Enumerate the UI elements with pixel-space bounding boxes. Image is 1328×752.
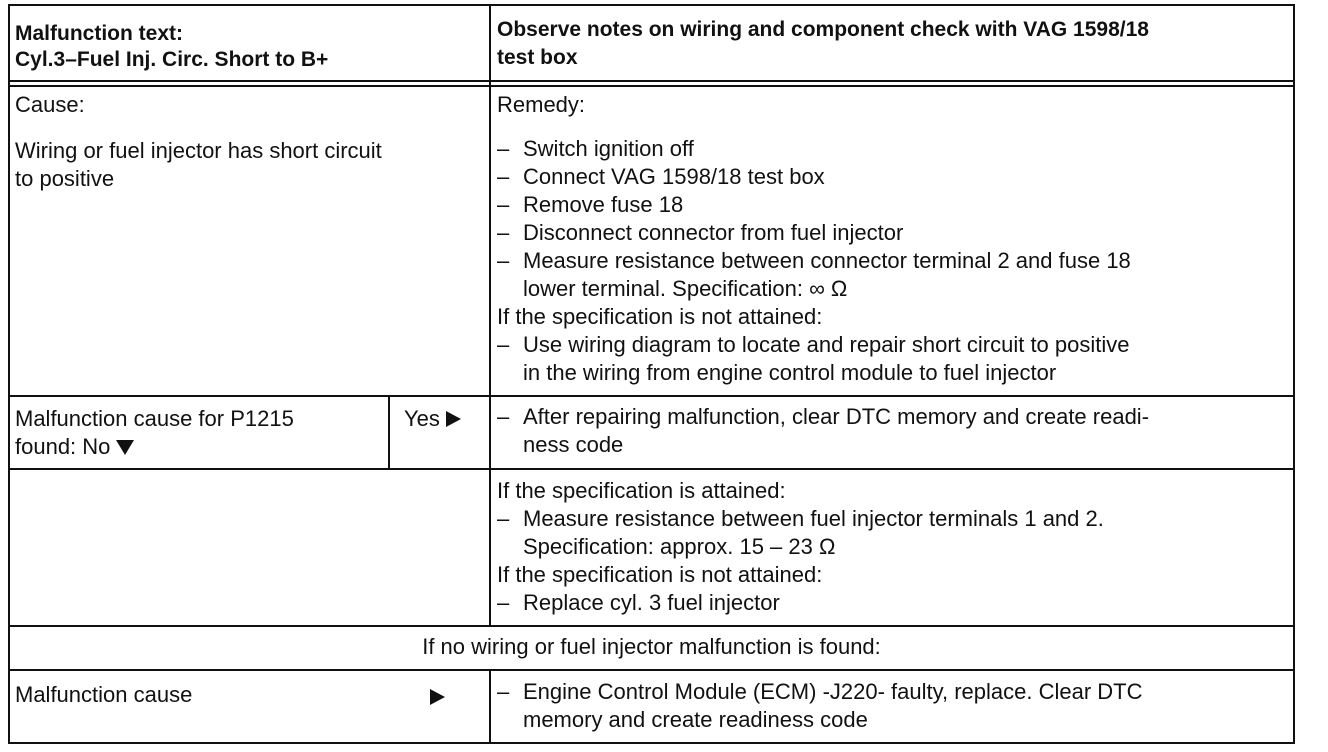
header-bottom-border-double <box>8 85 1295 87</box>
bullet-dash: – <box>497 590 510 615</box>
decision-yes-wrap <box>404 405 461 433</box>
row-divider-spec <box>8 625 1295 627</box>
spec-replace: Replace cyl. 3 fuel injector <box>523 590 780 615</box>
final-action-line2: memory and create readiness code <box>523 707 868 732</box>
arrow-right-icon <box>446 411 461 427</box>
row-divider-no-malfunction <box>8 669 1295 671</box>
remedy-label: Remedy: <box>497 92 586 117</box>
cause-label: Cause: <box>15 92 85 117</box>
column-divider-upper <box>489 4 491 627</box>
bullet-dash: – <box>497 332 510 357</box>
final-label: Malfunction cause <box>15 682 193 707</box>
arrow-down-icon <box>116 440 134 455</box>
remedy-repair-line1: Use wiring diagram to locate and repair short circuit to positive <box>523 332 1130 357</box>
bullet-dash: – <box>497 248 510 273</box>
cause-text-line1: Wiring or fuel injector has short circuit <box>15 138 382 163</box>
remedy-step-4: Disconnect connector from fuel injector <box>523 220 904 245</box>
spec-not-attained: If the specification is not attained: <box>497 562 823 587</box>
cause-text-line2: to positive <box>15 166 115 191</box>
bullet-dash: – <box>497 192 510 217</box>
decision-yes-label: Yes <box>404 406 440 431</box>
header-notes-line2: test box <box>497 46 578 69</box>
remedy-step-5: Measure resistance between connector terminal 2 and fuse 18 <box>523 248 1131 273</box>
bullet-dash: – <box>497 506 510 531</box>
table-top-border <box>8 4 1295 6</box>
spec-attained: If the specification is attained: <box>497 478 786 503</box>
arrow-right-icon <box>430 689 445 705</box>
bullet-dash: – <box>497 136 510 161</box>
decision-action-line1: After repairing malfunction, clear DTC memory and create readi- <box>523 404 1150 429</box>
bullet-dash: – <box>497 164 510 189</box>
column-divider-lower <box>489 669 491 744</box>
remedy-step-2: Connect VAG 1598/18 test box <box>523 164 825 189</box>
header-malfunction-label: Malfunction text: <box>15 22 183 45</box>
header-notes-line1: Observe notes on wiring and component check with VAG 1598/18 <box>497 18 1149 41</box>
header-bottom-border <box>8 80 1295 82</box>
remedy-not-attained: If the specification is not attained: <box>497 304 823 329</box>
remedy-step-5-line2: lower terminal. Specification: ∞ Ω <box>523 276 848 301</box>
bullet-dash: – <box>497 679 510 704</box>
remedy-step-3: Remove fuse 18 <box>523 192 684 217</box>
decision-yes-divider <box>388 395 390 470</box>
table-bottom-border <box>8 742 1295 744</box>
remedy-repair-line2: in the wiring from engine control module to fuel injector <box>523 360 1057 385</box>
spec-measure-line1: Measure resistance between fuel injector terminals 1 and 2. <box>523 506 1104 531</box>
remedy-step-1: Switch ignition off <box>523 136 694 161</box>
decision-label-line2-wrap <box>15 433 134 461</box>
decision-label-line1: Malfunction cause for P1215 <box>15 406 294 431</box>
bullet-dash: – <box>497 404 510 429</box>
spec-measure-line2: Specification: approx. 15 – 23 Ω <box>523 534 836 559</box>
row-divider-cause <box>8 395 1295 397</box>
decision-action-line2: ness code <box>523 432 624 457</box>
final-action-line1: Engine Control Module (ECM) -J220- faulty, replace. Clear DTC <box>523 679 1143 704</box>
bullet-dash: – <box>497 220 510 245</box>
decision-label-line2: found: No <box>15 434 111 459</box>
row-divider-decision <box>8 468 1295 470</box>
header-malfunction-text: Cyl.3–Fuel Inj. Circ. Short to B+ <box>15 48 329 71</box>
no-malfunction-text: If no wiring or fuel injector malfunction is found: <box>422 634 881 659</box>
